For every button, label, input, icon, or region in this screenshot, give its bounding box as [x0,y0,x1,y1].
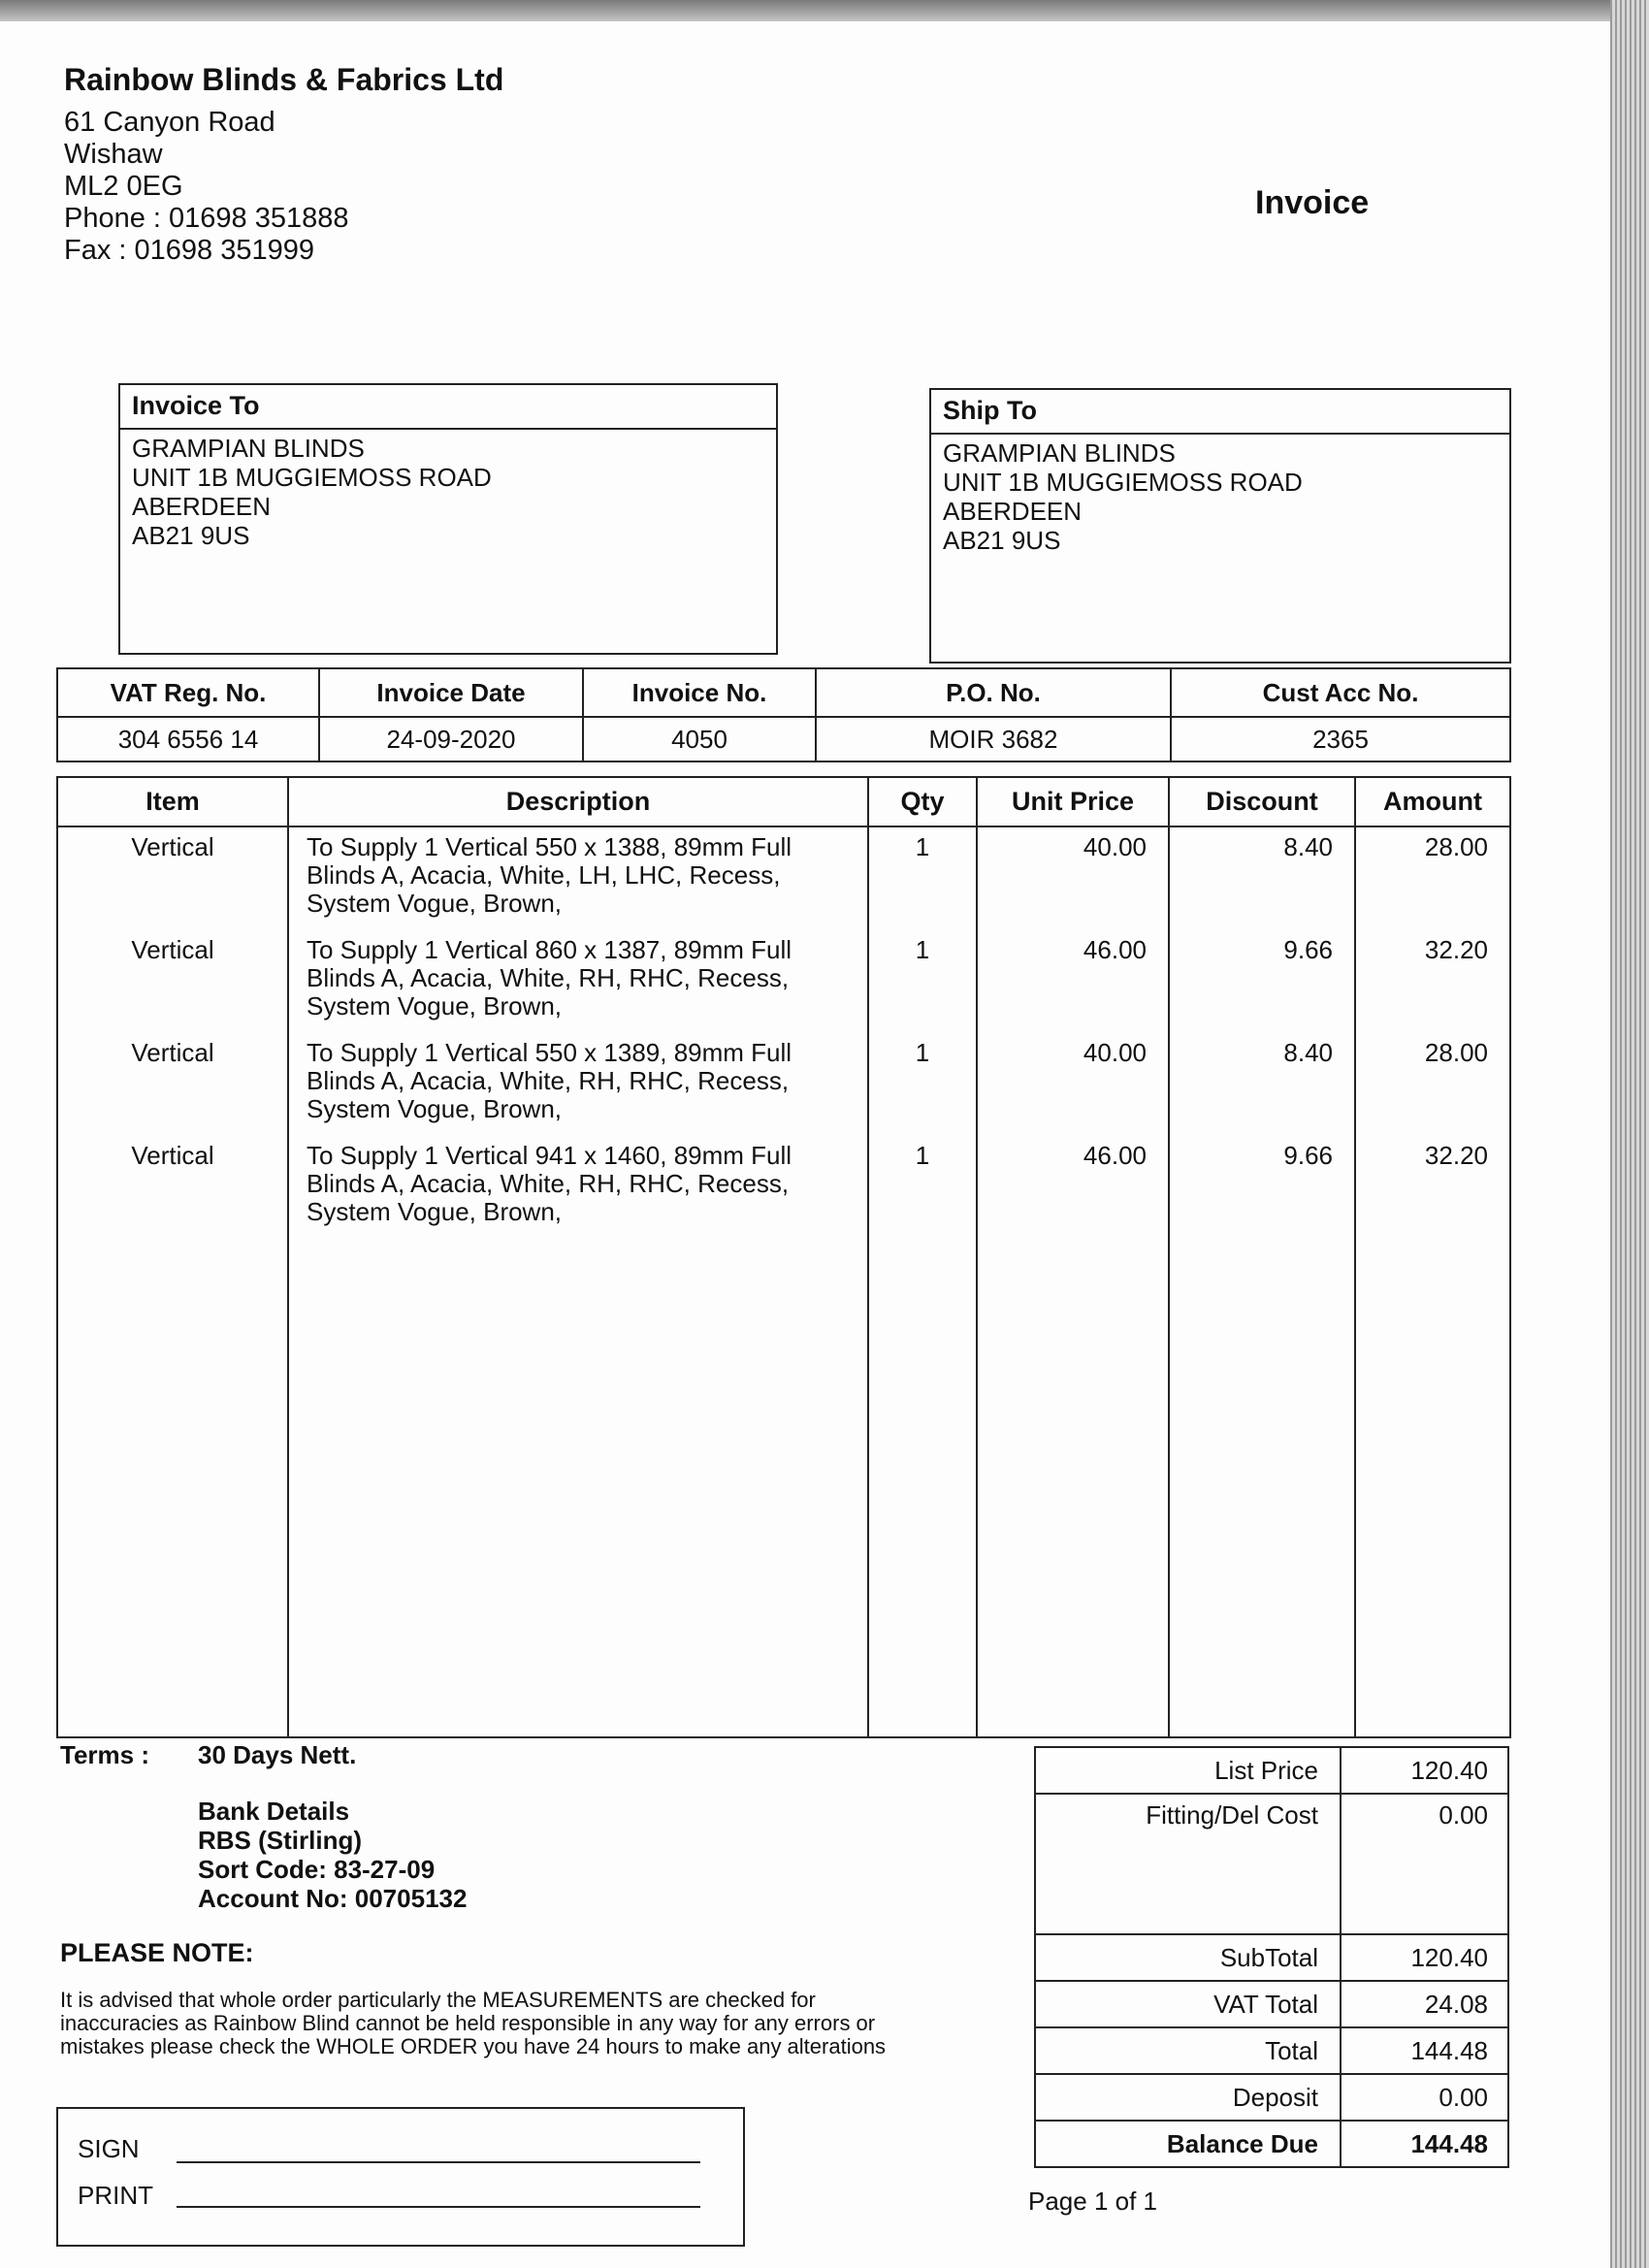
vat-reg-value: 304 6556 14 [57,717,319,761]
list-price-label: List Price [1035,1747,1341,1794]
document-title: Invoice [1255,184,1370,221]
bank-details-heading: Bank Details [198,1797,350,1826]
terms-value: 30 Days Nett. [198,1740,357,1769]
company-name: Rainbow Blinds & Fabrics Ltd [64,62,504,97]
discount-cell: 9.66 [1169,930,1355,1033]
company-address-line: Wishaw [64,139,163,170]
company-address-line: ML2 0EG [64,171,183,202]
table-row [57,1136,1510,1239]
sort-code: Sort Code: 83-27-09 [198,1855,436,1884]
page-number: Page 1 of 1 [1028,2187,1157,2216]
invoice-no-header: Invoice No. [583,668,816,717]
unit-price-cell: 40.00 [977,826,1169,930]
bank-details [198,1797,467,1913]
description-line: Blinds A, Acacia, White, RH, RHC, Recess, [307,1065,790,1095]
ship-to-heading: Ship To [931,390,1509,435]
qty-cell: 1 [868,930,977,1033]
unit-price-cell: 46.00 [977,930,1169,1033]
invoice-to-line: GRAMPIAN BLINDS [132,434,365,463]
invoice-to-line: AB21 9US [132,521,250,550]
print-line [177,2206,700,2208]
amount-cell: 28.00 [1355,826,1510,930]
note-line: mistakes please check the WHOLE ORDER you have 24 hours to make any alterations [60,2034,887,2058]
ship-to-line: ABERDEEN [943,497,1083,526]
total-value: 144.48 [1341,2027,1508,2074]
sign-line [177,2161,700,2163]
amount-cell: 32.20 [1355,930,1510,1033]
note-line: inaccuracies as Rainbow Blind cannot be held responsible in any way for any errors or [60,2011,876,2035]
invoice-to-line: UNIT 1B MUGGIEMOSS ROAD [132,463,492,492]
description-line: To Supply 1 Vertical 550 x 1388, 89mm Full [307,831,792,861]
item-cell: Vertical [57,1136,288,1239]
cust-acc-value: 2365 [1171,717,1510,761]
invoice-to-box [118,383,778,655]
amount-header: Amount [1355,777,1510,826]
total-label: Total [1035,2027,1341,2074]
invoice-to-line: ABERDEEN [132,492,272,521]
vat-total-label: VAT Total [1035,1981,1341,2027]
bank-name: RBS (Stirling) [198,1826,362,1855]
fitting-label: Fitting/Del Cost [1035,1794,1341,1934]
table-row [57,826,1510,930]
unit-price-header: Unit Price [977,777,1169,826]
deposit-value: 0.00 [1341,2074,1508,2121]
scan-top-edge [0,0,1649,21]
description-line: Blinds A, Acacia, White, RH, RHC, Recess, [307,1169,790,1199]
table-empty-space [57,1239,1510,1737]
qty-cell: 1 [868,1136,977,1239]
account-number: Account No: 00705132 [198,1884,468,1913]
amount-cell: 28.00 [1355,1033,1510,1136]
note-line: It is advised that whole order particularly the MEASUREMENTS are checked for [60,1988,816,2012]
item-cell: Vertical [57,1033,288,1136]
po-no-header: P.O. No. [816,668,1171,717]
description-cell [288,826,868,930]
description-line: To Supply 1 Vertical 550 x 1389, 89mm Full [307,1037,792,1067]
company-fax: Fax : 01698 351999 [64,235,314,266]
item-cell: Vertical [57,826,288,930]
unit-price-cell: 40.00 [977,1033,1169,1136]
description-line: System Vogue, Brown, [307,1093,563,1123]
balance-due-value: 144.48 [1341,2121,1508,2167]
ship-to-line: AB21 9US [943,526,1061,555]
description-line: System Vogue, Brown, [307,888,563,918]
invoice-meta-table [56,667,1511,762]
discount-cell: 8.40 [1169,1033,1355,1136]
totals-table [1034,1746,1509,2168]
item-cell: Vertical [57,930,288,1033]
description-line: Blinds A, Acacia, White, RH, RHC, Recess, [307,962,790,992]
please-note-title: PLEASE NOTE: [60,1938,254,1967]
scan-right-edge [1610,0,1649,2268]
discount-cell: 9.66 [1169,1136,1355,1239]
subtotal-label: SubTotal [1035,1934,1341,1981]
table-row [57,1033,1510,1136]
vat-reg-header: VAT Reg. No. [57,668,319,717]
qty-cell: 1 [868,1033,977,1136]
ship-to-line: GRAMPIAN BLINDS [943,438,1176,468]
description-cell [288,1136,868,1239]
description-line: To Supply 1 Vertical 860 x 1387, 89mm Full [307,934,792,964]
subtotal-value: 120.40 [1341,1934,1508,1981]
qty-cell: 1 [868,826,977,930]
invoice-no-value: 4050 [583,717,816,761]
invoice-date-header: Invoice Date [319,668,583,717]
qty-header: Qty [868,777,977,826]
signature-box [56,2107,745,2247]
description-header: Description [288,777,868,826]
print-label: PRINT [78,2181,153,2210]
invoice-to-heading: Invoice To [120,385,776,430]
fitting-value: 0.00 [1341,1794,1508,1934]
vat-total-value: 24.08 [1341,1981,1508,2027]
table-row [57,930,1510,1033]
sign-label: SIGN [78,2134,140,2163]
description-line: System Vogue, Brown, [307,1197,563,1227]
discount-cell: 8.40 [1169,826,1355,930]
deposit-label: Deposit [1035,2074,1341,2121]
description-line: Blinds A, Acacia, White, LH, LHC, Recess, [307,859,781,890]
po-no-value: MOIR 3682 [816,717,1171,761]
invoice-date-value: 24-09-2020 [319,717,583,761]
line-items-table [56,776,1511,1738]
discount-header: Discount [1169,777,1355,826]
description-line: System Vogue, Brown, [307,990,563,1021]
item-header: Item [57,777,288,826]
terms-label: Terms : [60,1740,149,1769]
please-note-text [60,1989,972,2058]
company-phone: Phone : 01698 351888 [64,203,349,234]
ship-to-box [929,388,1511,664]
cust-acc-header: Cust Acc No. [1171,668,1510,717]
description-line: To Supply 1 Vertical 941 x 1460, 89mm Full [307,1141,792,1171]
company-address-line: 61 Canyon Road [64,107,275,138]
ship-to-line: UNIT 1B MUGGIEMOSS ROAD [943,468,1303,497]
unit-price-cell: 46.00 [977,1136,1169,1239]
description-cell [288,930,868,1033]
list-price-value: 120.40 [1341,1747,1508,1794]
description-cell [288,1033,868,1136]
amount-cell: 32.20 [1355,1136,1510,1239]
balance-due-label: Balance Due [1035,2121,1341,2167]
